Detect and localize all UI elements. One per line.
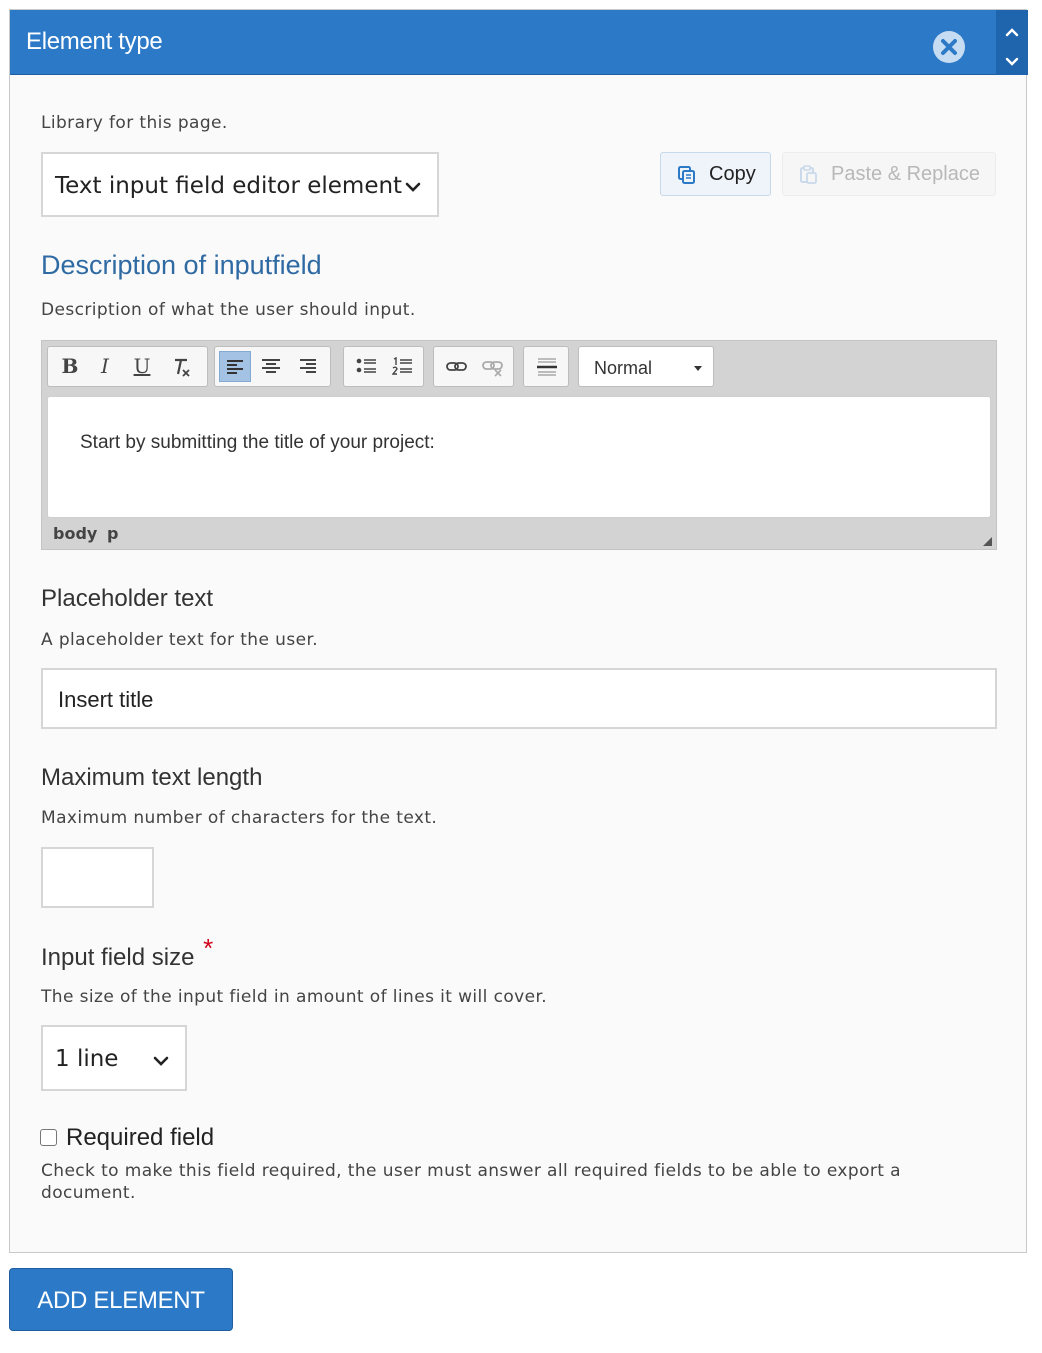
chevron-down-icon[interactable] xyxy=(1004,54,1020,68)
underline-button[interactable]: U xyxy=(133,354,151,378)
placeholder-help: A placeholder text for the user. xyxy=(41,630,319,650)
copy-label: Copy xyxy=(709,163,756,185)
chevron-up-icon[interactable] xyxy=(1004,24,1020,38)
toolbar-group-links xyxy=(433,346,514,387)
chevron-down-icon xyxy=(405,178,421,197)
rich-text-editor xyxy=(41,340,997,550)
panel-header xyxy=(10,10,1026,75)
description-title: Description of inputfield xyxy=(41,250,322,280)
panel-title: Element type xyxy=(26,28,163,55)
required-checkbox[interactable] xyxy=(40,1129,57,1146)
align-left-button[interactable] xyxy=(219,351,251,382)
align-center-button[interactable] xyxy=(255,351,287,382)
remove-format-icon xyxy=(170,357,192,379)
copy-button[interactable] xyxy=(660,152,771,196)
bold-button[interactable]: B xyxy=(61,354,79,378)
resize-handle[interactable] xyxy=(983,537,992,546)
required-asterisk: * xyxy=(203,933,214,963)
toolbar-group-align xyxy=(214,346,331,387)
reorder-controls xyxy=(996,10,1028,75)
placeholder-input[interactable] xyxy=(41,668,997,729)
field-size-select-value: 1 line xyxy=(55,1046,119,1072)
italic-button[interactable]: I xyxy=(101,354,109,378)
paste-icon xyxy=(799,165,819,185)
paste-label: Paste & Replace xyxy=(831,163,980,185)
placeholder-title: Placeholder text xyxy=(41,585,214,612)
toolbar-group-lists xyxy=(343,346,424,387)
field-size-title xyxy=(41,933,214,972)
align-right-button[interactable] xyxy=(291,351,323,382)
placeholder-input-value: Insert title xyxy=(58,687,154,712)
copy-icon xyxy=(677,165,697,185)
align-center-icon xyxy=(261,357,281,377)
element-path-body[interactable]: body xyxy=(53,524,98,543)
chevron-down-icon xyxy=(153,1052,169,1071)
field-size-select[interactable] xyxy=(41,1025,187,1091)
add-element-label: ADD ELEMENT xyxy=(37,1287,205,1314)
unlink-icon xyxy=(482,357,504,377)
editor-content-text: Start by submitting the title of your project: xyxy=(80,432,435,453)
editor-content-area[interactable] xyxy=(47,396,991,518)
bulleted-list-icon xyxy=(356,357,378,377)
library-description: Library for this page. xyxy=(41,113,228,133)
toolbar-group-hr xyxy=(523,346,569,387)
paragraph-format-value: Normal xyxy=(594,358,653,378)
link-icon xyxy=(446,357,468,377)
remove-format-button[interactable] xyxy=(164,351,196,382)
field-size-title-text: Input field size xyxy=(41,944,195,971)
align-right-icon xyxy=(297,357,317,377)
required-label[interactable]: Required field xyxy=(66,1124,215,1151)
horizontal-line-button[interactable] xyxy=(530,351,562,382)
toolbar-group-basic xyxy=(47,346,208,387)
max-length-title: Maximum text length xyxy=(41,764,263,791)
numbered-list-icon xyxy=(392,357,414,377)
element-path-p[interactable]: p xyxy=(107,524,119,543)
bulleted-list-button[interactable] xyxy=(350,351,382,382)
link-button[interactable] xyxy=(440,351,472,382)
library-select[interactable] xyxy=(41,152,439,217)
unlink-button[interactable] xyxy=(476,351,508,382)
add-element-button[interactable] xyxy=(9,1268,233,1331)
paragraph-format-select[interactable] xyxy=(578,346,714,387)
max-length-input[interactable] xyxy=(41,847,154,908)
max-length-help: Maximum number of characters for the text. xyxy=(41,808,438,828)
required-help: Check to make this field required, the user must answer all required fields to be able to export a document. xyxy=(41,1161,901,1203)
field-size-help: The size of the input field in amount of lines it will cover. xyxy=(41,987,548,1007)
horizontal-line-icon xyxy=(536,357,558,379)
align-left-icon xyxy=(226,358,246,378)
numbered-list-button[interactable] xyxy=(386,351,418,382)
element-type-panel xyxy=(9,9,1027,1253)
close-icon[interactable] xyxy=(933,31,965,63)
description-help: Description of what the user should input. xyxy=(41,300,416,320)
paste-replace-button[interactable] xyxy=(782,152,996,196)
caret-down-icon xyxy=(694,366,702,371)
library-select-value: Text input field editor element xyxy=(55,173,403,199)
